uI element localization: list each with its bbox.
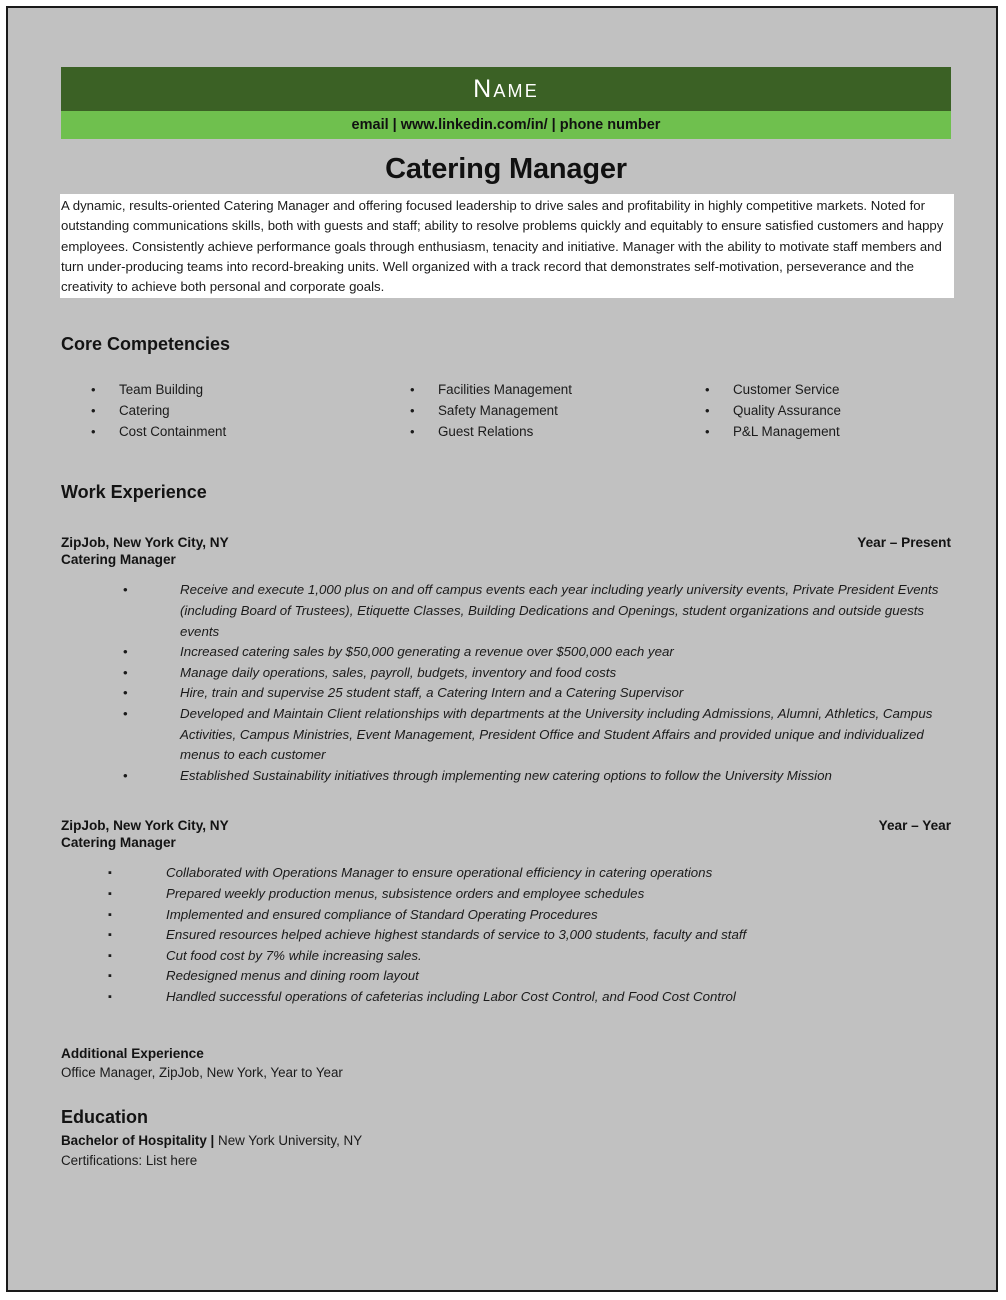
bullet-icon: • xyxy=(123,767,128,783)
competency-label: Quality Assurance xyxy=(733,403,841,419)
additional-experience-heading: Additional Experience xyxy=(61,1045,204,1061)
contact-line: email | www.linkedin.com/in/ | phone number xyxy=(351,117,661,133)
competency-column-3 xyxy=(653,379,949,442)
experience-bullet-list xyxy=(61,580,951,786)
list-item xyxy=(357,379,653,400)
list-item xyxy=(653,379,949,400)
bullet-text: Established Sustainability initiatives through implementing new catering options to follow the University Mission xyxy=(180,767,832,783)
list-item xyxy=(61,946,951,967)
list-item xyxy=(61,925,951,946)
competency-label: Facilities Management xyxy=(438,382,572,398)
competency-label: P&L Management xyxy=(733,424,840,440)
education-heading: Education xyxy=(61,1106,149,1127)
competency-label: Team Building xyxy=(119,382,204,398)
list-item xyxy=(61,863,951,884)
competency-label: Catering xyxy=(119,403,170,419)
bullet-icon: • xyxy=(91,424,96,440)
list-item xyxy=(357,400,653,421)
core-competencies-grid xyxy=(61,379,951,442)
bullet-icon: ▪ xyxy=(108,949,112,962)
job-role: Catering Manager xyxy=(61,835,176,851)
bullet-icon: • xyxy=(705,424,710,440)
bullet-text: Hire, train and supervise 25 student staff, a Catering Intern and a Catering Supervisor xyxy=(180,685,684,701)
list-item xyxy=(653,400,949,421)
experience-entry-1 xyxy=(61,535,951,786)
bullet-text: Implemented and ensured compliance of Standard Operating Procedures xyxy=(166,906,598,922)
bullet-text: Redesigned menus and dining room layout xyxy=(166,968,419,984)
bullet-icon: • xyxy=(123,582,128,598)
bullet-icon: • xyxy=(123,644,128,660)
bullet-text: Handled successful operations of cafeterias including Labor Cost Control, and Food Cost Control xyxy=(166,988,736,1004)
list-item xyxy=(61,421,357,442)
work-experience-heading: Work Experience xyxy=(61,482,207,503)
competency-label: Customer Service xyxy=(733,382,840,398)
list-item xyxy=(61,400,357,421)
list-item xyxy=(61,379,357,400)
bullet-icon: • xyxy=(705,403,710,419)
bullet-text: Developed and Maintain Client relationships with departments at the University including Admissions, Alumni, Athletics, Campus Activities, Campus Ministries, Event Management, President Office and Student Affairs and provided unique and individualized menus to each customer xyxy=(180,706,933,763)
experience-bullet-list xyxy=(61,863,951,1007)
summary-block xyxy=(60,194,954,298)
contact-banner xyxy=(61,111,951,139)
bullet-text: Prepared weekly production menus, subsistence orders and employee schedules xyxy=(166,886,645,902)
bullet-icon: ▪ xyxy=(108,908,112,921)
list-item xyxy=(61,766,951,787)
bullet-icon: ▪ xyxy=(108,970,112,983)
name-banner xyxy=(61,67,951,111)
bullet-text: Cut food cost by 7% while increasing sales. xyxy=(166,947,422,963)
employer-name: ZipJob, New York City, NY xyxy=(61,818,229,834)
list-item xyxy=(61,683,951,704)
employment-dates: Year – Present xyxy=(857,535,951,551)
summary-text: A dynamic, results-oriented Catering Manager and offering focused leadership to drive sales and profitability in highly competitive markets. Noted for outstanding communications skills, both with guests and staff; ability to resolve problems quickly and equitably to ensure satisfied customers and happy employees. Consistently achieve performance goals through enthusiasm, tenacity and initiative. Manager with the ability to motivate staff members and turn under-producing teams into record-breaking units. Well organized with a track record that demonstrates self-motivation, perseverance and the creativity to achieve both personal and corporate goals. xyxy=(61,198,944,295)
candidate-name: Name xyxy=(473,74,539,103)
bullet-icon: • xyxy=(123,664,128,680)
bullet-text: Increased catering sales by $50,000 generating a revenue over $500,000 each year xyxy=(180,644,674,660)
job-role: Catering Manager xyxy=(61,552,176,568)
bullet-icon: • xyxy=(91,403,96,419)
education-degree-line xyxy=(61,1131,951,1151)
school-name: New York University, NY xyxy=(214,1132,363,1148)
core-competencies-heading: Core Competencies xyxy=(61,334,231,355)
competency-label: Guest Relations xyxy=(438,424,534,440)
bullet-text: Ensured resources helped achieve highest standards of service to 3,000 students, faculty and staff xyxy=(166,927,747,943)
list-item xyxy=(61,884,951,905)
bullet-icon: ▪ xyxy=(108,990,112,1003)
bullet-icon: • xyxy=(705,382,710,398)
bullet-icon: ▪ xyxy=(108,888,112,901)
employment-dates: Year – Year xyxy=(878,818,951,834)
list-item xyxy=(61,663,951,684)
bullet-icon: • xyxy=(410,424,415,440)
list-item xyxy=(61,642,951,663)
bullet-text: Collaborated with Operations Manager to ensure operational efficiency in catering operations xyxy=(166,865,713,881)
degree-name: Bachelor of Hospitality | xyxy=(61,1132,215,1148)
list-item xyxy=(61,704,951,766)
bullet-icon: ▪ xyxy=(108,867,112,880)
experience-header-row xyxy=(61,535,951,550)
competency-column-1 xyxy=(61,379,357,442)
bullet-icon: • xyxy=(123,685,128,701)
employer-name: ZipJob, New York City, NY xyxy=(61,535,229,551)
additional-experience-line: Office Manager, ZipJob, New York, Year to Year xyxy=(61,1064,343,1080)
bullet-text: Manage daily operations, sales, payroll, budgets, inventory and food costs xyxy=(180,664,617,680)
experience-entry-2 xyxy=(61,818,951,1007)
experience-header-row xyxy=(61,818,951,833)
bullet-icon: • xyxy=(91,382,96,398)
competency-label: Safety Management xyxy=(438,403,558,419)
competency-column-2 xyxy=(357,379,653,442)
list-item xyxy=(61,966,951,987)
list-item xyxy=(61,580,951,642)
resume-page xyxy=(6,6,998,1292)
bullet-icon: • xyxy=(410,382,415,398)
list-item xyxy=(357,421,653,442)
list-item xyxy=(653,421,949,442)
bullet-text: Receive and execute 1,000 plus on and off campus events each year including yearly university events, Private President Events (including Board of Trustees), Etiquette Classes, Building Dedications and Openings, student organizations and outside guests events xyxy=(180,582,939,639)
resume-content xyxy=(61,67,951,1171)
bullet-icon: • xyxy=(123,706,128,722)
bullet-icon: • xyxy=(410,403,415,419)
bullet-icon: ▪ xyxy=(108,929,112,942)
certifications-line: Certifications: List here xyxy=(61,1152,198,1168)
list-item xyxy=(61,905,951,926)
page-title: Catering Manager xyxy=(385,153,627,185)
list-item xyxy=(61,987,951,1008)
competency-label: Cost Containment xyxy=(119,424,227,440)
